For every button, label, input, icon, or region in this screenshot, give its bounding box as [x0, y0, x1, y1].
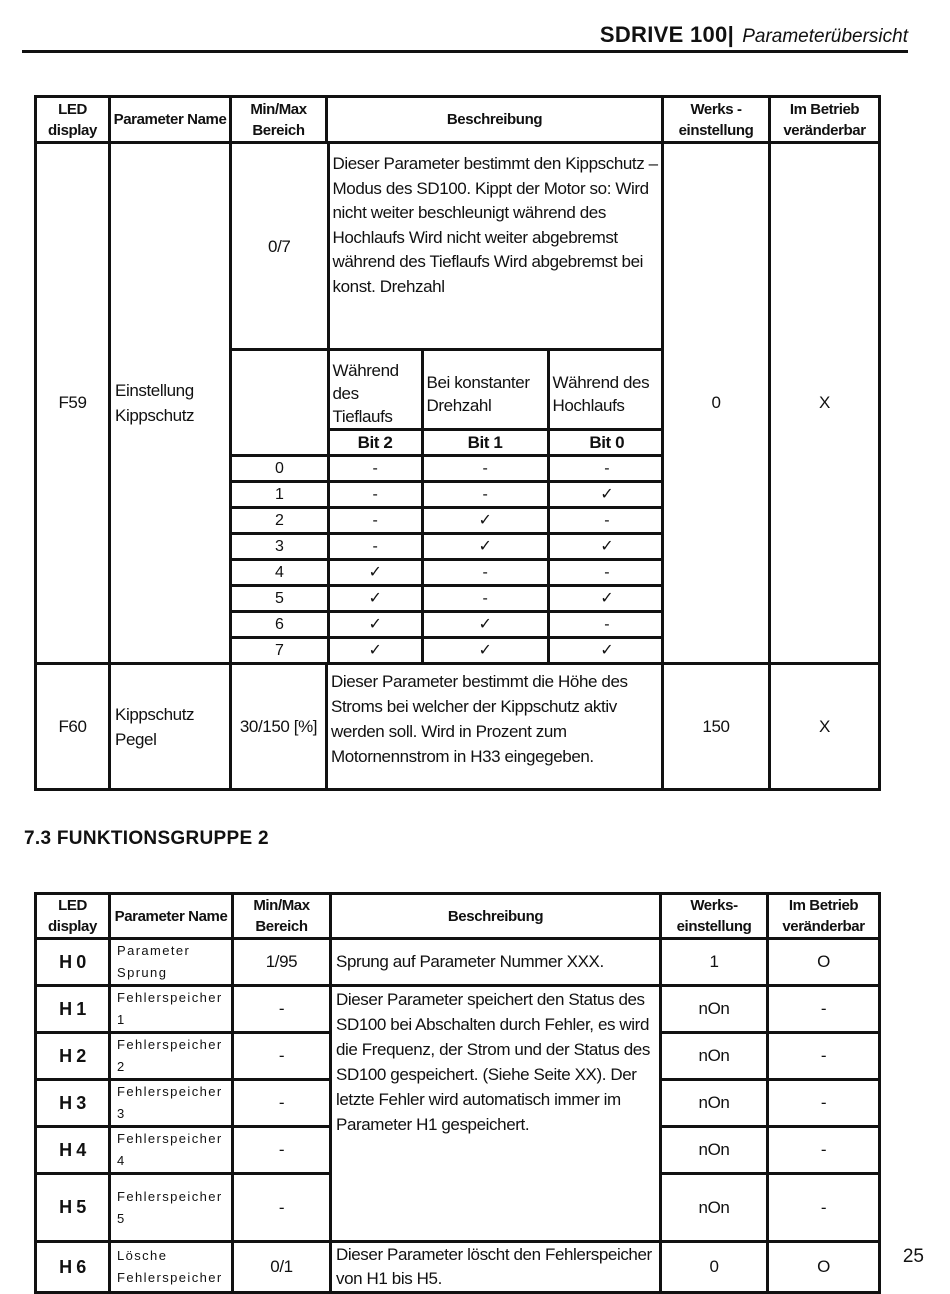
param-name: Parameter Sprung: [110, 939, 233, 986]
bit-label: Bit 1: [422, 430, 548, 456]
param-name: Fehlerspeicher 5: [110, 1174, 233, 1242]
parameter-table-f: [34, 95, 881, 791]
parameter-table-h: [34, 892, 881, 1294]
bit-row: 0 - - -: [232, 456, 664, 482]
param-range: 1/95: [233, 939, 331, 986]
param-name: Einstellung Kippschutz: [110, 143, 231, 664]
table-row-h0: [36, 939, 880, 986]
changeable-flag: O: [768, 1242, 880, 1293]
changeable-flag: -: [768, 1127, 880, 1174]
col-factory-setting: Werks - einstellung: [663, 97, 770, 143]
f59-bit-table: [232, 144, 664, 662]
document-title: SDRIVE 100: [599, 22, 728, 47]
table-row-f59: [36, 143, 880, 664]
bit-row: 7 ✓ ✓ ✓: [232, 638, 664, 663]
table-row-h1: [36, 986, 880, 1033]
changeable-flag: O: [768, 939, 880, 986]
document-subtitle: Parameterübersicht: [742, 26, 908, 47]
bit-label: Bit 0: [548, 430, 664, 456]
error-memory-description: Dieser Parameter speichert den Status des SD100 bei Abschalten durch Fehler, es wird die Frequenz, der Strom und der Status des SD100 gespeichert. (Siehe Seite XX). Der letzte Fehler wird automatisch immer im Parameter H1 gespeichert.: [331, 986, 661, 1242]
param-code: H 4: [36, 1127, 110, 1174]
changeable-flag: X: [770, 664, 880, 790]
param-range: -: [233, 1127, 331, 1174]
changeable-flag: -: [768, 1174, 880, 1242]
factory-setting: 0: [663, 143, 770, 664]
factory-setting: nOn: [661, 1033, 768, 1080]
col-description: Beschreibung: [331, 894, 661, 939]
table-row-h6: [36, 1242, 880, 1293]
col-parameter-name: Parameter Name: [110, 894, 233, 939]
changeable-flag: -: [768, 1033, 880, 1080]
param-name: Fehlerspeicher 4: [110, 1127, 233, 1174]
factory-setting: nOn: [661, 986, 768, 1033]
factory-setting: nOn: [661, 1127, 768, 1174]
param-range: 0/7: [232, 144, 328, 350]
bit-row: 4 ✓ - -: [232, 560, 664, 586]
param-name: Fehlerspeicher 1: [110, 986, 233, 1033]
sub-header-tieflauf: Während des Tieflaufs: [328, 350, 422, 430]
param-name: Kippschutz Pegel: [110, 664, 231, 790]
param-code: F59: [36, 143, 110, 664]
param-description: Dieser Parameter bestimmt den Kippschutz – Modus des SD100. Kippt der Motor so: Wird nicht weiter beschleunigt während des Hochlaufs Wird nicht weiter abgebremst während des Tieflaufs Wird abgebremst bei konst. Drehzahl: [332, 154, 658, 296]
param-name: Lösche Fehlerspeicher: [110, 1242, 233, 1293]
title-separator: |: [727, 22, 734, 47]
param-description-cell: [328, 144, 664, 350]
bit-row: 6 ✓ ✓ -: [232, 612, 664, 638]
page-number: 25: [902, 1246, 924, 1267]
factory-setting: 0: [661, 1242, 768, 1293]
param-name: Fehlerspeicher 3: [110, 1080, 233, 1127]
param-range: -: [233, 986, 331, 1033]
param-description: Sprung auf Parameter Nummer XXX.: [331, 939, 661, 986]
page-header: [22, 22, 908, 53]
factory-setting: 1: [661, 939, 768, 986]
section-title: 7.3 FUNKTIONSGRUPPE 2: [24, 828, 269, 849]
param-code: F60: [36, 664, 110, 790]
factory-setting: nOn: [661, 1080, 768, 1127]
col-changeable: Im Betrieb veränderbar: [770, 97, 880, 143]
param-description: Dieser Parameter bestimmt die Höhe des Stroms bei welcher der Kippschutz aktiv werden soll. Wird in Prozent zum Motornennstrom in H33 eingegeben.: [327, 664, 663, 790]
f59-detail-cell: [231, 143, 663, 664]
bit-label: Bit 2: [328, 430, 422, 456]
col-parameter-name: Parameter Name: [110, 97, 231, 143]
col-led-display: LED display: [36, 894, 110, 939]
factory-setting: nOn: [661, 1174, 768, 1242]
sub-header-konstant: Bei konstanter Drehzahl: [422, 350, 548, 430]
table-header-row: [36, 97, 880, 143]
param-code: H 3: [36, 1080, 110, 1127]
param-code: H 5: [36, 1174, 110, 1242]
col-changeable: Im Betrieb veränderbar: [768, 894, 880, 939]
changeable-flag: X: [770, 143, 880, 664]
param-code: H 1: [36, 986, 110, 1033]
param-range: -: [233, 1033, 331, 1080]
col-led-display: LED display: [36, 97, 110, 143]
col-min-max: Min/Max Bereich: [233, 894, 331, 939]
bit-row: 5 ✓ - ✓: [232, 586, 664, 612]
bit-row: 1 - - ✓: [232, 482, 664, 508]
changeable-flag: -: [768, 1080, 880, 1127]
param-code: H 0: [36, 939, 110, 986]
param-name: Fehlerspeicher 2: [110, 1033, 233, 1080]
param-description: Dieser Parameter löscht den Fehlerspeicher von H1 bis H5.: [331, 1242, 661, 1293]
bit-row: 3 - ✓ ✓: [232, 534, 664, 560]
param-range: -: [233, 1174, 331, 1242]
param-range: 0/1: [233, 1242, 331, 1293]
factory-setting: 150: [663, 664, 770, 790]
param-code: H 2: [36, 1033, 110, 1080]
col-min-max: Min/Max Bereich: [231, 97, 327, 143]
col-factory-setting: Werks- einstellung: [661, 894, 768, 939]
bit-row: 2 - ✓ -: [232, 508, 664, 534]
param-range: 30/150 [%]: [231, 664, 327, 790]
param-range: -: [233, 1080, 331, 1127]
col-description: Beschreibung: [327, 97, 663, 143]
table-row-f60: [36, 664, 880, 790]
table-header-row: [36, 894, 880, 939]
sub-header-hochlauf: Während des Hochlaufs: [548, 350, 664, 430]
param-code: H 6: [36, 1242, 110, 1293]
changeable-flag: -: [768, 986, 880, 1033]
